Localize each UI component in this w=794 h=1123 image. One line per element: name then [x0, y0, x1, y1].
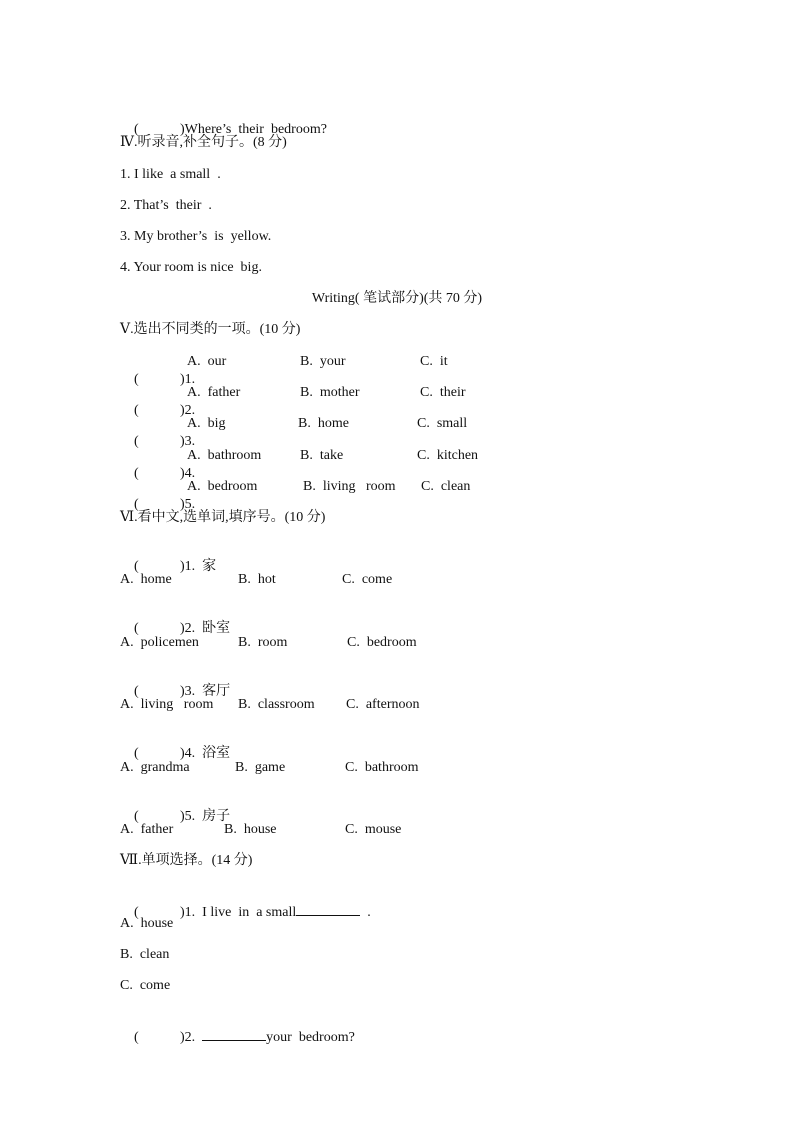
- section-5-question-1: ( )1. A. our B. your C. it: [134, 354, 448, 387]
- section-5-title: Ⅴ.选出不同类的一项。(10 分): [120, 322, 301, 337]
- section-5-question-5: ( )5. A. bedroom B. living room C. clean: [134, 479, 471, 512]
- question-text: Where’s their bedroom?: [184, 122, 327, 137]
- section-7-question-2: ( )2. your bedroom?: [120, 1008, 355, 1065]
- option-b: B. classroom: [238, 697, 315, 712]
- section-6-question-4: ( )4. 浴室: [134, 746, 231, 761]
- section-7-question-1: ( )1. I live in a small .: [120, 883, 371, 940]
- option-a: A. grandma: [120, 760, 190, 775]
- section-4-item-2: 2. That’s their .: [120, 198, 212, 213]
- option-b: B. your: [300, 354, 346, 369]
- option-c: C. it: [420, 354, 448, 369]
- section-6-title: Ⅵ.看中文,选单词,填序号。(10 分): [120, 510, 326, 525]
- option-a: A. living room: [120, 697, 214, 712]
- option-b: B. hot: [238, 572, 276, 587]
- answer-paren: (: [134, 122, 139, 137]
- chinese-prompt: 卧室: [202, 621, 231, 636]
- section-6-question-1: ( )1. 家: [134, 559, 217, 574]
- section-4-item-3: 3. My brother’s is yellow.: [120, 229, 272, 244]
- option-c: C. clean: [421, 479, 471, 494]
- section-4-item-4: 4. Your room is nice big.: [120, 260, 262, 275]
- section-5-question-3: ( )3. A. big B. home C. small: [134, 416, 468, 449]
- option-a: A. bedroom: [187, 479, 258, 494]
- option-c: C. their: [420, 385, 466, 400]
- section-5-question-2: ( )2. A. father B. mother C. their: [134, 385, 466, 418]
- option-b: B. living room: [303, 479, 396, 494]
- option-c: C. bathroom: [345, 760, 419, 775]
- option-b: B. room: [238, 635, 288, 650]
- option-b: B. house: [224, 822, 277, 837]
- option-c: C. afternoon: [346, 697, 420, 712]
- answer-blank: [202, 1026, 266, 1041]
- section-7-option-a: A. house: [120, 916, 174, 931]
- option-a: A. big: [187, 416, 226, 431]
- section-7-title: Ⅶ.单项选择。(14 分): [120, 853, 253, 868]
- option-a: A. father: [187, 385, 241, 400]
- section-4-item-1: 1. I like a small .: [120, 167, 221, 182]
- option-a: A. our: [187, 354, 227, 369]
- option-b: B. take: [300, 448, 344, 463]
- section-6-question-2: ( )2. 卧室: [134, 621, 231, 636]
- option-b: B. mother: [300, 385, 360, 400]
- chinese-prompt: 家: [202, 559, 217, 574]
- chinese-prompt: 浴室: [202, 746, 231, 761]
- section-7-option-b: B. clean: [120, 947, 170, 962]
- option-c: C. kitchen: [417, 448, 479, 463]
- section-6-question-3: ( )3. 客厅: [134, 684, 231, 699]
- option-b: B. game: [235, 760, 286, 775]
- writing-header: Writing( 笔试部分)(共 70 分): [311, 291, 483, 306]
- option-c: C. small: [417, 416, 468, 431]
- chinese-prompt: 房子: [202, 809, 231, 824]
- top-question: ( )Where’s their bedroom?: [134, 122, 327, 137]
- section-6-question-5: ( )5. 房子: [134, 809, 231, 824]
- section-7-option-c: C. come: [120, 978, 171, 993]
- option-a: A. home: [120, 572, 172, 587]
- option-b: B. home: [298, 416, 349, 431]
- option-c: C. come: [342, 572, 393, 587]
- answer-blank: [296, 901, 360, 916]
- chinese-prompt: 客厅: [202, 684, 231, 699]
- option-c: C. mouse: [345, 822, 402, 837]
- option-c: C. bedroom: [347, 635, 417, 650]
- option-a: A. bathroom: [187, 448, 262, 463]
- section-5-question-4: ( )4. A. bathroom B. take C. kitchen: [134, 448, 479, 481]
- option-a: A. father: [120, 822, 174, 837]
- section-4-title: Ⅳ.听录音,补全句子。(8 分): [120, 135, 287, 150]
- option-a: A. policemen: [120, 635, 199, 650]
